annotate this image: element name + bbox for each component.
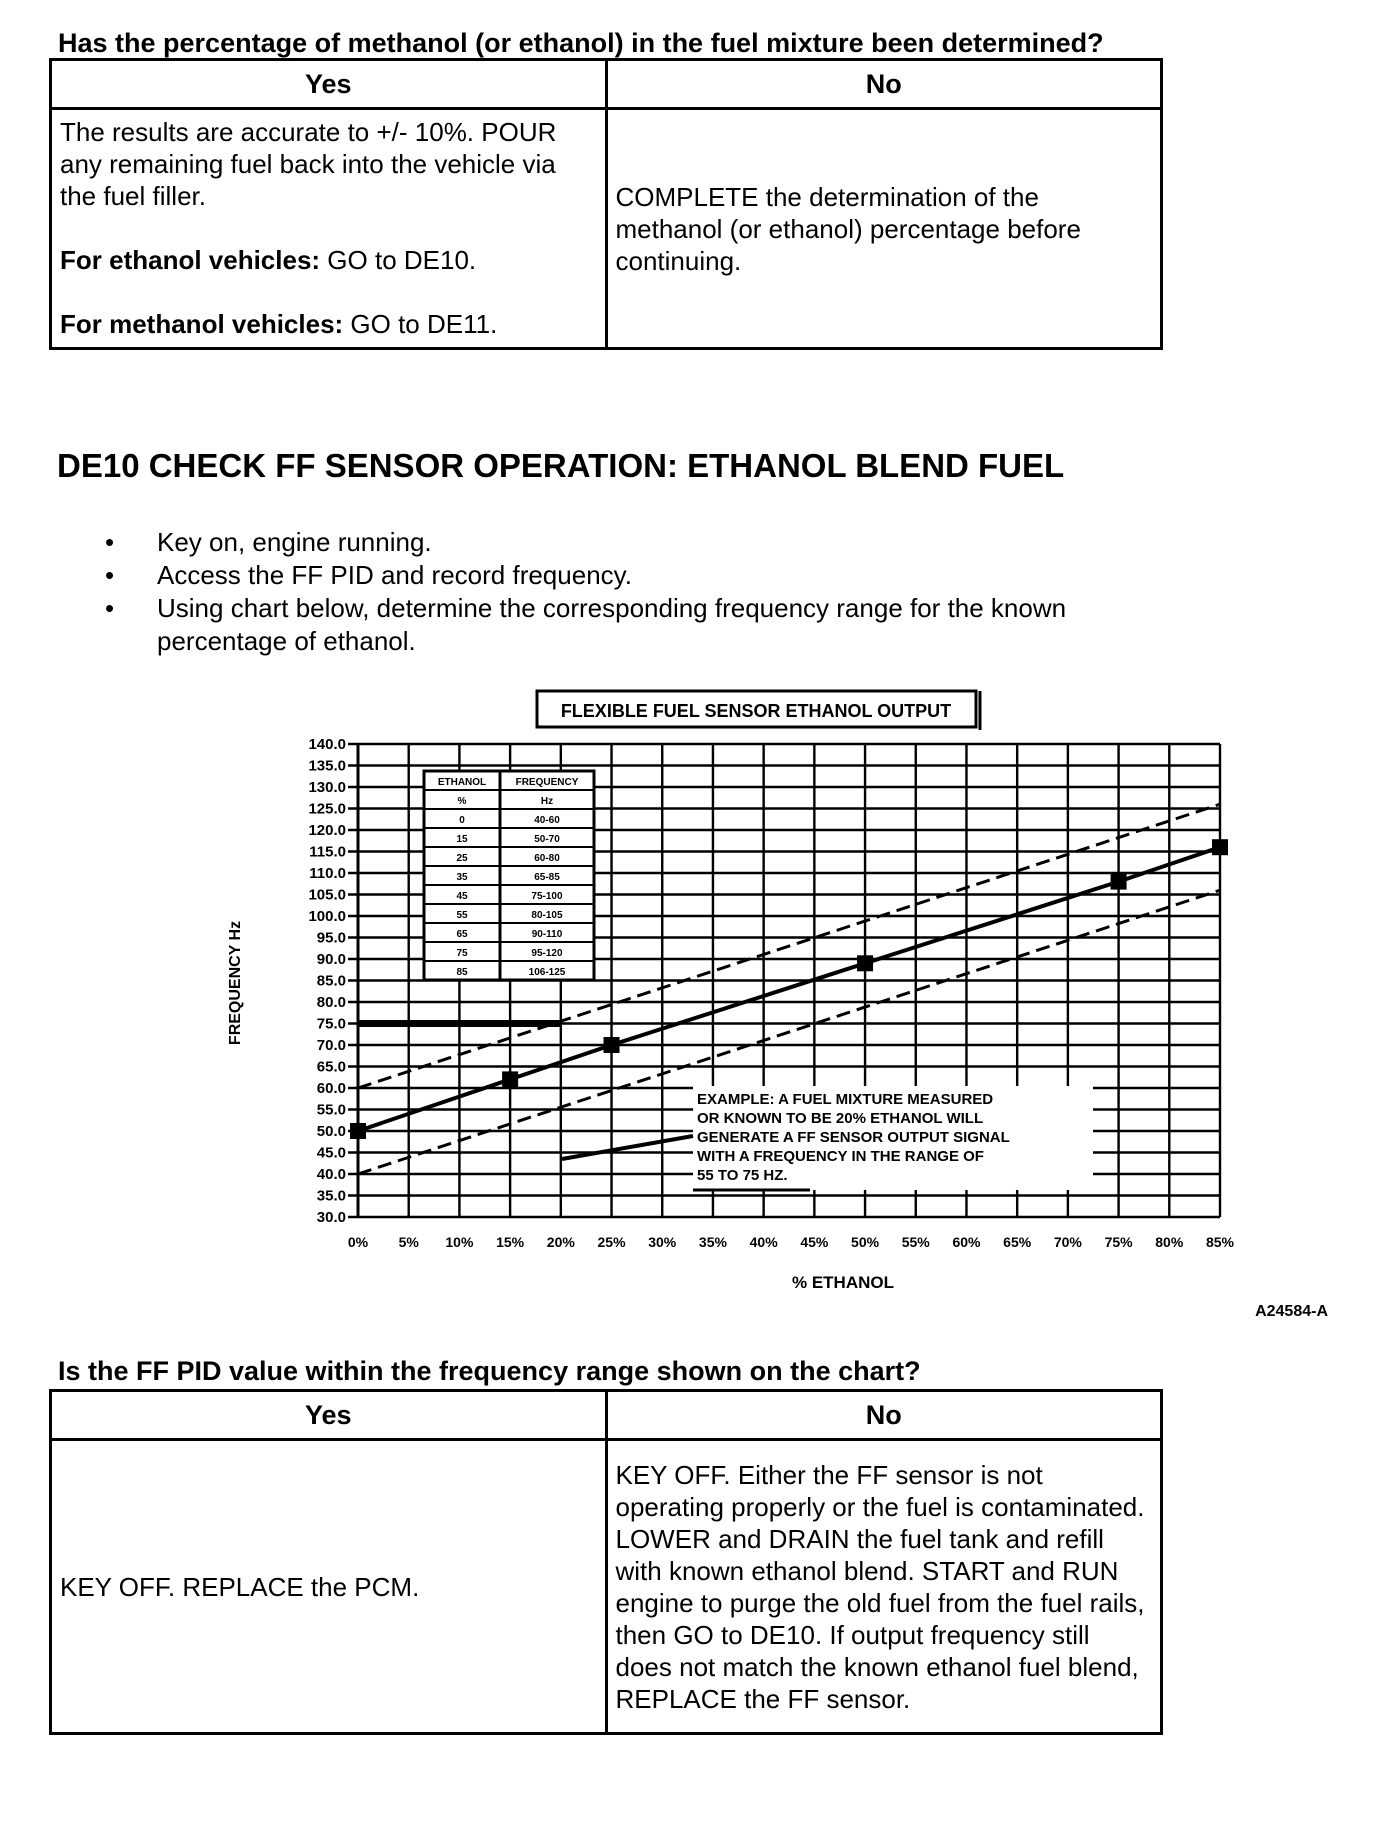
yes-cell: KEY OFF. REPLACE the PCM. <box>51 1440 607 1734</box>
x-tick-label: 80% <box>1155 1234 1184 1250</box>
list-item: • Key on, engine running. <box>100 526 1140 559</box>
x-tick-label: 5% <box>398 1234 419 1250</box>
y-tick-label: 70.0 <box>316 1037 346 1054</box>
annotation-pointer <box>562 1136 693 1159</box>
y-tick-label: 95.0 <box>316 929 346 947</box>
decision-table-2 <box>49 1389 1163 1735</box>
data-point <box>1111 874 1127 890</box>
annotation-line: GENERATE A FF SENSOR OUTPUT SIGNAL <box>697 1129 1010 1146</box>
x-tick-label: 25% <box>597 1234 626 1250</box>
y-tick-label: 120.0 <box>308 822 346 839</box>
yes-header: Yes <box>51 60 607 109</box>
table-cell: 45 <box>456 891 468 902</box>
x-tick-label: 45% <box>800 1234 829 1250</box>
no-header: No <box>606 1391 1162 1440</box>
table-row <box>51 1440 1162 1734</box>
table-cell: 75-100 <box>531 891 563 902</box>
y-tick-label: 50.0 <box>316 1123 346 1140</box>
x-tick-label: 35% <box>698 1234 727 1250</box>
table-cell: 40-60 <box>534 815 560 826</box>
table-cell: FREQUENCY <box>515 777 579 788</box>
section-title: DE10 CHECK FF SENSOR OPERATION: ETHANOL BLEND FUEL <box>57 447 1065 484</box>
question-1-text: Has the percentage of methanol (or ethanol) in the fuel mixture been determined? <box>58 28 1104 58</box>
table-cell: % <box>457 796 467 807</box>
table-cell: 35 <box>456 872 468 883</box>
annotation-line: WITH A FREQUENCY IN THE RANGE OF <box>697 1148 984 1165</box>
table-cell: 95-120 <box>531 948 563 959</box>
no-cell: COMPLETE the determination of the methanol (or ethanol) percentage before continuing. <box>606 109 1162 349</box>
data-point <box>350 1123 366 1139</box>
figure-id: A24584-A <box>1255 1303 1328 1320</box>
list-item: • Using chart below, determine the corresponding frequency range for the known percentage of ethanol. <box>100 592 1140 658</box>
no-header: No <box>606 60 1162 109</box>
y-tick-label: 105.0 <box>308 886 346 904</box>
x-axis-label: % ETHANOL <box>792 1273 894 1292</box>
y-tick-label: 135.0 <box>308 757 346 775</box>
y-tick-label: 30.0 <box>316 1209 346 1226</box>
x-tick-label: 15% <box>496 1234 525 1250</box>
data-point <box>502 1071 518 1087</box>
x-tick-label: 0% <box>347 1234 369 1250</box>
table-cell: Hz <box>540 796 554 807</box>
x-tick-label: 65% <box>1003 1234 1032 1250</box>
y-tick-label: 55.0 <box>316 1101 346 1119</box>
y-tick-label: 60.0 <box>316 1080 346 1097</box>
y-tick-label: 100.0 <box>308 908 346 925</box>
table-cell: 65-85 <box>534 872 560 883</box>
table-cell: 65 <box>456 929 468 940</box>
x-tick-label: 30% <box>648 1234 677 1250</box>
table-cell: 60-80 <box>534 853 560 864</box>
ethanol-label: For ethanol vehicles: <box>60 245 321 275</box>
y-tick-label: 85.0 <box>316 972 346 990</box>
y-tick-label: 115.0 <box>309 843 346 861</box>
y-tick-label: 35.0 <box>316 1187 346 1205</box>
table-cell: 85 <box>456 967 468 978</box>
annotation-line: OR KNOWN TO BE 20% ETHANOL WILL <box>697 1110 984 1127</box>
table-cell: 15 <box>456 834 468 845</box>
no-cell: KEY OFF. Either the FF sensor is not operating properly or the fuel is contaminated. LOWER and DRAIN the fuel tank and refill with known ethanol blend. START and RUN engine to purge the old fuel from the fuel rails, then GO to DE10. If output frequency still does not match the known ethanol fuel blend, REPLACE the FF sensor. <box>606 1440 1162 1734</box>
x-tick-label: 10% <box>445 1234 474 1250</box>
data-point <box>1212 839 1228 855</box>
y-tick-label: 40.0 <box>316 1166 346 1183</box>
x-tick-label: 85% <box>1205 1234 1235 1250</box>
table-cell: 90-110 <box>531 929 563 940</box>
x-tick-label: 75% <box>1104 1234 1133 1250</box>
y-tick-label: 125.0 <box>308 800 346 818</box>
list-item: • Access the FF PID and record frequency. <box>100 559 1140 592</box>
x-tick-label: 50% <box>851 1234 880 1250</box>
x-tick-label: 20% <box>546 1234 575 1250</box>
y-tick-label: 75.0 <box>316 1015 346 1033</box>
table-cell: 80-105 <box>531 910 563 921</box>
y-tick-label: 110.0 <box>309 865 346 882</box>
table-cell: 55 <box>456 910 468 921</box>
table-cell: ETHANOL <box>437 777 487 788</box>
x-tick-label: 60% <box>952 1234 981 1250</box>
y-tick-label: 90.0 <box>316 951 346 968</box>
x-tick-label: 70% <box>1053 1234 1082 1250</box>
table-header-row <box>51 1391 1162 1440</box>
annotation-line: 55 TO 75 HZ. <box>697 1167 788 1184</box>
y-tick-label: 130.0 <box>308 779 346 796</box>
annotation-line: EXAMPLE: A FUEL MIXTURE MEASURED <box>697 1091 994 1108</box>
question-2-text: Is the FF PID value within the frequency range shown on the chart? <box>58 1356 921 1386</box>
data-point <box>857 955 873 971</box>
chart-title: FLEXIBLE FUEL SENSOR ETHANOL OUTPUT <box>560 701 952 721</box>
table-cell: 75 <box>456 948 468 959</box>
frequency-table <box>424 771 594 980</box>
table-cell: 25 <box>456 853 468 864</box>
table-cell: 0 <box>459 815 465 826</box>
table-cell: 50-70 <box>534 834 560 845</box>
y-tick-label: 140.0 <box>308 736 346 753</box>
methanol-label: For methanol vehicles: <box>60 309 344 339</box>
data-point <box>604 1037 620 1053</box>
y-tick-label: 45.0 <box>316 1144 346 1162</box>
x-tick-label: 55% <box>901 1234 930 1250</box>
y-tick-label: 80.0 <box>316 994 346 1011</box>
yes-result-text: The results are accurate to +/- 10%. POUR any remaining fuel back into the vehicle via the fuel filler. <box>60 117 557 211</box>
yes-header: Yes <box>51 1391 607 1440</box>
x-tick-label: 40% <box>749 1234 778 1250</box>
table-cell: 106-125 <box>528 967 566 978</box>
table-frame <box>424 771 594 980</box>
y-axis-label: FREQUENCY Hz <box>227 920 244 1046</box>
methanol-action: GO to DE11. <box>343 309 498 339</box>
ethanol-action: GO to DE10. <box>320 245 477 275</box>
y-tick-label: 65.0 <box>316 1058 346 1076</box>
